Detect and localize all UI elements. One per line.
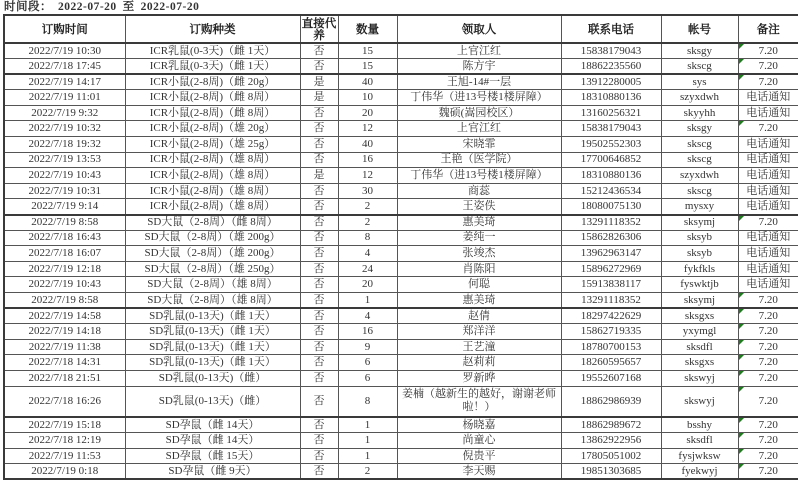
cell-quantity[interactable]: 4 [338, 246, 397, 262]
cell-account[interactable]: szyxdwh [661, 90, 738, 106]
cell-order-time[interactable]: 2022/7/19 10:43 [4, 277, 125, 293]
cell-proxy-raise[interactable]: 否 [300, 293, 338, 309]
cell-order-species[interactable]: SD乳鼠(0-13天)（雌） [125, 370, 300, 386]
cell-recipient[interactable]: 宋晓霏 [397, 137, 561, 153]
cell-recipient[interactable]: 王艺潼 [397, 339, 561, 355]
cell-proxy-raise[interactable]: 否 [300, 355, 338, 371]
cell-remark[interactable]: 电话通知 [738, 246, 798, 262]
cell-remark[interactable]: 电话通知 [738, 277, 798, 293]
cell-account[interactable]: skswyj [661, 386, 738, 417]
cell-order-species[interactable]: SD孕鼠（雌 14天） [125, 433, 300, 449]
cell-recipient[interactable]: 上官江红 [397, 121, 561, 137]
cell-quantity[interactable]: 2 [338, 199, 397, 215]
header-recipient[interactable]: 领取人 [397, 15, 561, 43]
cell-remark[interactable]: 7.20 [738, 293, 798, 309]
cell-phone[interactable]: 13291118352 [561, 293, 661, 309]
cell-account[interactable]: sksgy [661, 121, 738, 137]
cell-recipient[interactable]: 魏硕(嵩园校区） [397, 105, 561, 121]
cell-account[interactable]: skyyhh [661, 105, 738, 121]
cell-phone[interactable]: 19552607168 [561, 370, 661, 386]
time-range-label: 时间段： [4, 1, 52, 13]
table-row [4, 137, 798, 153]
table-row [4, 261, 798, 277]
cell-order-time[interactable]: 2022/7/18 17:45 [4, 59, 125, 75]
cell-quantity[interactable]: 40 [338, 137, 397, 153]
cell-recipient[interactable]: 郑洋洋 [397, 324, 561, 340]
cell-recipient[interactable]: 姜纯一 [397, 230, 561, 246]
cell-order-time[interactable]: 2022/7/19 11:38 [4, 339, 125, 355]
cell-order-time[interactable]: 2022/7/18 21:51 [4, 370, 125, 386]
cell-order-species[interactable]: SD乳鼠(0-13天)（雌 1天） [125, 324, 300, 340]
cell-order-species[interactable]: ICR小鼠(2-8周)（雄 20g） [125, 121, 300, 137]
cell-account[interactable]: sksgy [661, 43, 738, 59]
cell-recipient[interactable]: 丁伟华（进13号楼1楼屏障） [397, 90, 561, 106]
cell-recipient[interactable]: 倪贵平 [397, 448, 561, 464]
cell-proxy-raise[interactable]: 否 [300, 417, 338, 433]
cell-order-time[interactable]: 2022/7/19 9:32 [4, 105, 125, 121]
cell-quantity[interactable]: 4 [338, 308, 397, 324]
cell-order-time[interactable]: 2022/7/19 10:32 [4, 121, 125, 137]
cell-proxy-raise[interactable]: 否 [300, 370, 338, 386]
cell-remark[interactable]: 7.20 [738, 370, 798, 386]
cell-order-species[interactable]: SD大鼠（2-8周）（雄 250g） [125, 261, 300, 277]
cell-phone[interactable]: 15838179043 [561, 43, 661, 59]
cell-remark[interactable]: 电话通知 [738, 105, 798, 121]
table-row [4, 43, 798, 59]
cell-quantity[interactable]: 1 [338, 433, 397, 449]
cell-phone[interactable]: 13962963147 [561, 246, 661, 262]
table-row [4, 199, 798, 215]
cell-proxy-raise[interactable]: 是 [300, 90, 338, 106]
cell-order-time[interactable]: 2022/7/19 11:01 [4, 90, 125, 106]
cell-account[interactable]: sksyb [661, 246, 738, 262]
cell-phone[interactable]: 15838179043 [561, 121, 661, 137]
cell-quantity[interactable]: 40 [338, 74, 397, 90]
cell-phone[interactable]: 13912280005 [561, 74, 661, 90]
cell-order-species[interactable]: ICR小鼠(2-8周)（雌 8周） [125, 90, 300, 106]
cell-account[interactable]: szyxdwh [661, 168, 738, 184]
cell-proxy-raise[interactable]: 否 [300, 43, 338, 59]
cell-quantity[interactable]: 16 [338, 324, 397, 340]
cell-phone[interactable]: 15862826306 [561, 230, 661, 246]
order-table-body [4, 43, 798, 479]
cell-account[interactable]: sksgxs [661, 355, 738, 371]
table-row [4, 90, 798, 106]
table-row [4, 355, 798, 371]
cell-order-time[interactable]: 2022/7/19 10:43 [4, 168, 125, 184]
cell-phone[interactable]: 15212436534 [561, 183, 661, 199]
header-order-species[interactable]: 订购种类 [125, 15, 300, 43]
table-row [4, 121, 798, 137]
cell-proxy-raise[interactable]: 否 [300, 152, 338, 168]
cell-account[interactable]: sksymj [661, 215, 738, 231]
cell-order-time[interactable]: 2022/7/18 12:19 [4, 433, 125, 449]
cell-recipient[interactable]: 丁伟华（进13号楼1楼屏障） [397, 168, 561, 184]
cell-order-time[interactable]: 2022/7/19 14:58 [4, 308, 125, 324]
cell-remark[interactable]: 7.20 [738, 464, 798, 480]
cell-proxy-raise[interactable]: 否 [300, 277, 338, 293]
cell-quantity[interactable]: 12 [338, 121, 397, 137]
cell-remark[interactable]: 电话通知 [738, 261, 798, 277]
table-row [4, 370, 798, 386]
cell-order-species[interactable]: ICR小鼠(2-8周)（雄 8周） [125, 199, 300, 215]
table-row [4, 417, 798, 433]
table-row [4, 293, 798, 309]
header-order-time[interactable]: 订购时间 [4, 15, 125, 43]
cell-remark[interactable]: 7.20 [738, 308, 798, 324]
cell-quantity[interactable]: 6 [338, 370, 397, 386]
cell-order-species[interactable]: SD大鼠（2-8周）（雄 200g） [125, 230, 300, 246]
cell-remark[interactable]: 7.20 [738, 386, 798, 417]
table-row [4, 215, 798, 231]
cell-quantity[interactable]: 30 [338, 183, 397, 199]
cell-quantity[interactable]: 15 [338, 59, 397, 75]
cell-recipient[interactable]: 肖陈阳 [397, 261, 561, 277]
cell-recipient[interactable]: 赵莉莉 [397, 355, 561, 371]
cell-account[interactable]: fyekwyj [661, 464, 738, 480]
cell-proxy-raise[interactable]: 否 [300, 215, 338, 231]
cell-order-species[interactable]: SD大鼠（2-8周）（雄 8周） [125, 277, 300, 293]
cell-proxy-raise[interactable]: 否 [300, 339, 338, 355]
table-row [4, 386, 798, 417]
cell-remark[interactable]: 电话通知 [738, 183, 798, 199]
cell-proxy-raise[interactable]: 否 [300, 324, 338, 340]
cell-account[interactable]: fysjwksw [661, 448, 738, 464]
cell-recipient[interactable]: 张竣杰 [397, 246, 561, 262]
cell-order-time[interactable]: 2022/7/19 0:18 [4, 464, 125, 480]
cell-recipient[interactable]: 罗新晔 [397, 370, 561, 386]
table-row [4, 448, 798, 464]
cell-order-time[interactable]: 2022/7/19 13:53 [4, 152, 125, 168]
cell-order-time[interactable]: 2022/7/19 15:18 [4, 417, 125, 433]
cell-order-time[interactable]: 2022/7/18 16:07 [4, 246, 125, 262]
time-range-to: 2022-07-20 [140, 1, 200, 13]
cell-proxy-raise[interactable]: 否 [300, 448, 338, 464]
cell-order-time[interactable]: 2022/7/19 9:14 [4, 199, 125, 215]
table-row [4, 339, 798, 355]
cell-account[interactable]: bsshy [661, 417, 738, 433]
cell-account[interactable]: fyswktjb [661, 277, 738, 293]
cell-recipient[interactable]: 何聪 [397, 277, 561, 293]
cell-order-species[interactable]: ICR小鼠(2-8周)（雄 8周） [125, 168, 300, 184]
cell-quantity[interactable]: 2 [338, 215, 397, 231]
order-table [3, 14, 798, 480]
cell-order-species[interactable]: SD孕鼠（雌 14天） [125, 417, 300, 433]
header-phone[interactable]: 联系电话 [561, 15, 661, 43]
table-row [4, 308, 798, 324]
header-remark[interactable]: 备注 [738, 15, 798, 43]
cell-order-time[interactable]: 2022/7/19 8:58 [4, 293, 125, 309]
cell-proxy-raise[interactable]: 否 [300, 183, 338, 199]
table-row [4, 168, 798, 184]
cell-order-time[interactable]: 2022/7/19 14:17 [4, 74, 125, 90]
cell-quantity[interactable]: 20 [338, 105, 397, 121]
header-proxy-raise[interactable]: 直接代养 [300, 15, 338, 43]
cell-proxy-raise[interactable]: 否 [300, 199, 338, 215]
cell-phone[interactable]: 18080075130 [561, 199, 661, 215]
cell-proxy-raise[interactable]: 否 [300, 386, 338, 417]
cell-account[interactable]: yxymgl [661, 324, 738, 340]
cell-order-time[interactable]: 2022/7/19 12:18 [4, 261, 125, 277]
cell-quantity[interactable]: 1 [338, 293, 397, 309]
cell-quantity[interactable]: 6 [338, 355, 397, 371]
cell-quantity[interactable]: 2 [338, 464, 397, 480]
cell-quantity[interactable]: 8 [338, 386, 397, 417]
cell-phone[interactable]: 15862719335 [561, 324, 661, 340]
cell-remark[interactable]: 7.20 [738, 324, 798, 340]
cell-remark[interactable]: 7.20 [738, 355, 798, 371]
cell-order-time[interactable]: 2022/7/19 10:31 [4, 183, 125, 199]
cell-account[interactable]: sksyb [661, 230, 738, 246]
header-quantity[interactable]: 数量 [338, 15, 397, 43]
cell-recipient[interactable]: 王姿佚 [397, 199, 561, 215]
cell-phone[interactable]: 18780700153 [561, 339, 661, 355]
time-range-conjunction: 至 [122, 1, 135, 13]
cell-proxy-raise[interactable]: 是 [300, 74, 338, 90]
table-row [4, 464, 798, 480]
cell-order-time[interactable]: 2022/7/18 16:26 [4, 386, 125, 417]
table-row [4, 74, 798, 90]
cell-order-time[interactable]: 2022/7/18 19:32 [4, 137, 125, 153]
table-row [4, 105, 798, 121]
table-row [4, 277, 798, 293]
cell-recipient[interactable]: 尚童心 [397, 433, 561, 449]
cell-quantity[interactable]: 15 [338, 43, 397, 59]
cell-order-species[interactable]: ICR小鼠(2-8周)（雄 8周） [125, 183, 300, 199]
cell-proxy-raise[interactable]: 否 [300, 230, 338, 246]
cell-phone[interactable]: 13160256321 [561, 105, 661, 121]
cell-recipient[interactable]: 王艳（医学院） [397, 152, 561, 168]
cell-order-species[interactable]: ICR小鼠(2-8周)（雄 25g） [125, 137, 300, 153]
cell-proxy-raise[interactable]: 否 [300, 105, 338, 121]
cell-order-species[interactable]: ICR小鼠(2-8周)（雌 20g） [125, 74, 300, 90]
cell-quantity[interactable]: 8 [338, 230, 397, 246]
cell-recipient[interactable]: 上官江红 [397, 43, 561, 59]
cell-account[interactable]: sys [661, 74, 738, 90]
cell-recipient[interactable]: 惠美琦 [397, 293, 561, 309]
cell-order-species[interactable]: ICR小鼠(2-8周)（雄 8周） [125, 152, 300, 168]
cell-proxy-raise[interactable]: 否 [300, 137, 338, 153]
cell-phone[interactable]: 15896272969 [561, 261, 661, 277]
cell-remark[interactable]: 7.20 [738, 417, 798, 433]
table-row [4, 152, 798, 168]
cell-recipient[interactable]: 李天赐 [397, 464, 561, 480]
table-row [4, 183, 798, 199]
cell-account[interactable]: fykfkls [661, 261, 738, 277]
cell-quantity[interactable]: 1 [338, 448, 397, 464]
cell-recipient[interactable]: 王旭-14#一层 [397, 74, 561, 90]
cell-phone[interactable]: 18310880136 [561, 90, 661, 106]
table-row [4, 433, 798, 449]
cell-recipient[interactable]: 杨晓嘉 [397, 417, 561, 433]
cell-order-species[interactable]: SD乳鼠(0-13天)（雌 1天） [125, 308, 300, 324]
cell-phone[interactable]: 18297422629 [561, 308, 661, 324]
cell-phone[interactable]: 18310880136 [561, 168, 661, 184]
cell-account[interactable]: sksgxs [661, 308, 738, 324]
cell-proxy-raise[interactable]: 否 [300, 308, 338, 324]
cell-proxy-raise[interactable]: 是 [300, 168, 338, 184]
cell-remark[interactable]: 7.20 [738, 448, 798, 464]
cell-quantity[interactable]: 1 [338, 417, 397, 433]
cell-account[interactable]: skscg [661, 137, 738, 153]
cell-phone[interactable]: 19502552303 [561, 137, 661, 153]
cell-account[interactable]: skscg [661, 183, 738, 199]
cell-recipient[interactable]: 姜楠（越新生的越好，谢谢老师啦！） [397, 386, 561, 417]
cell-account[interactable]: sksdfl [661, 433, 738, 449]
cell-account[interactable]: skscg [661, 59, 738, 75]
cell-remark[interactable]: 7.20 [738, 74, 798, 90]
cell-account[interactable]: skscg [661, 152, 738, 168]
cell-order-species[interactable]: ICR乳鼠(0-3天)（雌 1天） [125, 43, 300, 59]
cell-phone[interactable]: 18862235560 [561, 59, 661, 75]
cell-order-time[interactable]: 2022/7/19 10:30 [4, 43, 125, 59]
cell-proxy-raise[interactable]: 否 [300, 433, 338, 449]
cell-quantity[interactable]: 12 [338, 168, 397, 184]
cell-phone[interactable]: 18862986939 [561, 386, 661, 417]
cell-remark[interactable]: 电话通知 [738, 137, 798, 153]
cell-remark[interactable]: 7.20 [738, 121, 798, 137]
cell-proxy-raise[interactable]: 否 [300, 246, 338, 262]
cell-phone[interactable]: 13862922956 [561, 433, 661, 449]
cell-order-species[interactable]: SD孕鼠（雌 15天） [125, 448, 300, 464]
cell-account[interactable]: skswyj [661, 370, 738, 386]
cell-remark[interactable]: 电话通知 [738, 90, 798, 106]
cell-account[interactable]: mysxy [661, 199, 738, 215]
cell-order-time[interactable]: 2022/7/19 11:53 [4, 448, 125, 464]
cell-order-species[interactable]: ICR小鼠(2-8周)（雌 8周） [125, 105, 300, 121]
cell-order-time[interactable]: 2022/7/19 8:58 [4, 215, 125, 231]
cell-proxy-raise[interactable]: 否 [300, 261, 338, 277]
cell-remark[interactable]: 7.20 [738, 215, 798, 231]
cell-remark[interactable]: 电话通知 [738, 230, 798, 246]
order-table-header [4, 15, 798, 43]
cell-order-species[interactable]: SD乳鼠(0-13天)（雌） [125, 386, 300, 417]
table-row [4, 230, 798, 246]
cell-recipient[interactable]: 陈方宇 [397, 59, 561, 75]
cell-phone[interactable]: 15913838117 [561, 277, 661, 293]
cell-recipient[interactable]: 商蕊 [397, 183, 561, 199]
cell-order-species[interactable]: SD大鼠（2-8周）（雄 8周） [125, 293, 300, 309]
cell-order-species[interactable]: SD乳鼠(0-13天)（雌 1天） [125, 355, 300, 371]
cell-quantity[interactable]: 9 [338, 339, 397, 355]
cell-order-time[interactable]: 2022/7/18 14:31 [4, 355, 125, 371]
cell-phone[interactable]: 17805051002 [561, 448, 661, 464]
cell-recipient[interactable]: 赵倩 [397, 308, 561, 324]
cell-phone[interactable]: 18862989672 [561, 417, 661, 433]
cell-remark[interactable]: 7.20 [738, 339, 798, 355]
header-account[interactable]: 帐号 [661, 15, 738, 43]
cell-order-species[interactable]: SD乳鼠(0-13天)（雌 1天） [125, 339, 300, 355]
cell-remark[interactable]: 电话通知 [738, 168, 798, 184]
cell-remark[interactable]: 7.20 [738, 43, 798, 59]
cell-phone[interactable]: 13291118352 [561, 215, 661, 231]
cell-quantity[interactable]: 24 [338, 261, 397, 277]
cell-phone[interactable]: 18260595657 [561, 355, 661, 371]
time-range-bar [0, 0, 798, 14]
cell-remark[interactable]: 电话通知 [738, 152, 798, 168]
cell-remark[interactable]: 7.20 [738, 59, 798, 75]
cell-proxy-raise[interactable]: 否 [300, 59, 338, 75]
cell-proxy-raise[interactable]: 否 [300, 464, 338, 480]
cell-phone[interactable]: 17700646852 [561, 152, 661, 168]
cell-order-time[interactable]: 2022/7/19 14:18 [4, 324, 125, 340]
table-row [4, 59, 798, 75]
cell-quantity[interactable]: 16 [338, 152, 397, 168]
cell-account[interactable]: sksdfl [661, 339, 738, 355]
cell-remark[interactable]: 电话通知 [738, 199, 798, 215]
cell-order-time[interactable]: 2022/7/18 16:43 [4, 230, 125, 246]
table-row [4, 324, 798, 340]
cell-order-species[interactable]: SD大鼠（2-8周）（雄 200g） [125, 246, 300, 262]
cell-quantity[interactable]: 10 [338, 90, 397, 106]
cell-proxy-raise[interactable]: 否 [300, 121, 338, 137]
table-row [4, 246, 798, 262]
cell-remark[interactable]: 7.20 [738, 433, 798, 449]
cell-phone[interactable]: 19851303685 [561, 464, 661, 480]
cell-recipient[interactable]: 惠美琦 [397, 215, 561, 231]
cell-order-species[interactable]: SD孕鼠（雌 9天） [125, 464, 300, 480]
cell-account[interactable]: sksymj [661, 293, 738, 309]
cell-order-species[interactable]: SD大鼠（2-8周）（雌 8周） [125, 215, 300, 231]
cell-order-species[interactable]: ICR乳鼠(0-3天)（雌 1天） [125, 59, 300, 75]
time-range-from: 2022-07-20 [58, 1, 117, 13]
cell-quantity[interactable]: 20 [338, 277, 397, 293]
